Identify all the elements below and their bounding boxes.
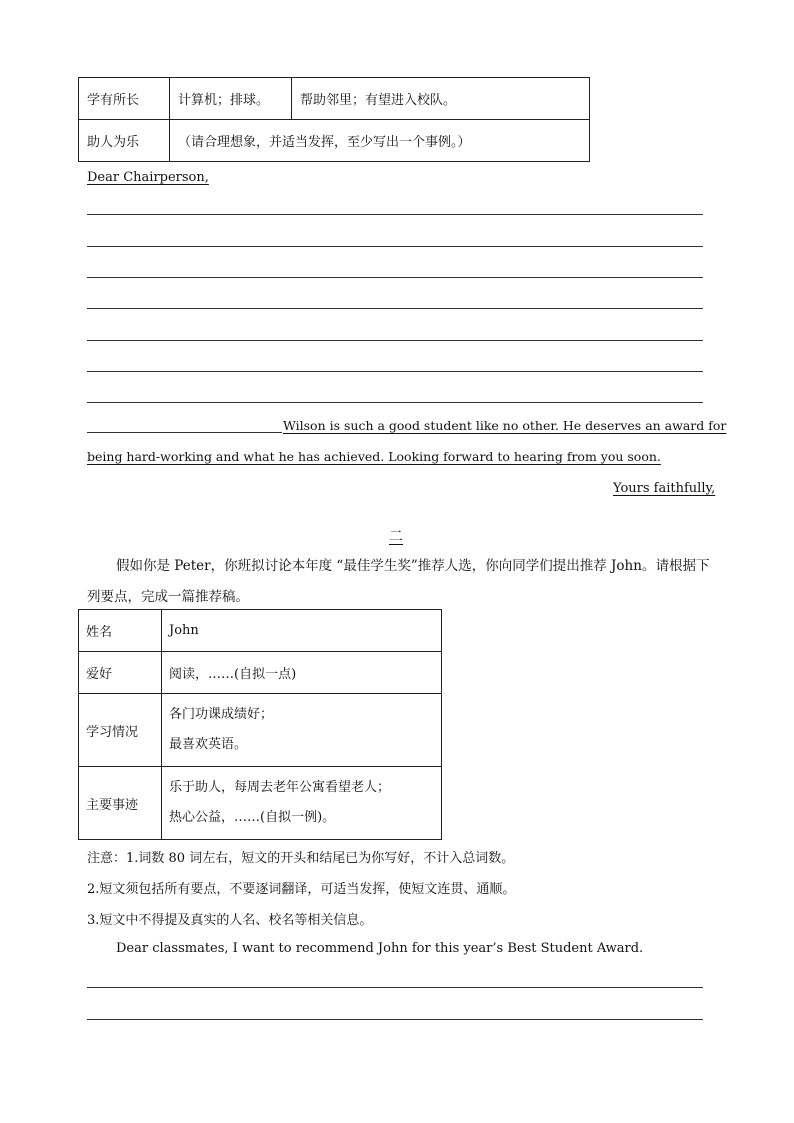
writing-line [87, 214, 703, 215]
table-cell: （请合理想象，并适当发挥，至少写出一个事例。） [170, 120, 590, 162]
writing-line [87, 1019, 703, 1020]
table-row [79, 767, 442, 840]
table-cell: 帮助邻里；有望进入校队。 [292, 78, 590, 120]
table-row [79, 694, 442, 767]
table-cell: 计算机；排球。 [170, 78, 292, 120]
table-cell: John [162, 610, 442, 652]
row-label: 爱好 [79, 652, 162, 694]
writing-line [87, 340, 703, 341]
writing-line [87, 246, 703, 247]
writing-line [87, 308, 703, 309]
table-cell: 阅读，……(自拟一点) [162, 652, 442, 694]
writing-line [87, 987, 703, 988]
recommendation-table [78, 609, 442, 840]
row-label: 学有所长 [79, 78, 170, 120]
signoff: Yours faithfully, [613, 481, 716, 496]
writing-line [87, 402, 703, 403]
prompt-text: 列要点，完成一篇推荐稿。 [87, 589, 249, 605]
table-cell [162, 767, 442, 840]
note-line: 2.短文须包括所有要点，不要逐词翻译，可适当发挥，使短文连贯、通顺。 [87, 882, 516, 897]
cell-text: 各门功课成绩好； [169, 707, 274, 722]
writing-line [87, 432, 282, 433]
closing-line: being hard-working and what he has achieved. Looking forward to hearing from you soon. [87, 449, 661, 464]
row-label: 助人为乐 [79, 120, 170, 162]
essay-opening: Dear classmates, I want to recommend John for this year’s Best Student Award. [116, 941, 644, 956]
note-line: 3.短文中不得提及真实的人名、校名等相关信息。 [87, 913, 373, 928]
note-line: 注意：1.词数 80 词左右，短文的开头和结尾已为你写好，不计入总词数。 [87, 851, 515, 866]
table-row [79, 120, 590, 162]
row-label: 姓名 [79, 610, 162, 652]
cell-text: 热心公益，……(自拟一例)。 [169, 810, 336, 825]
cell-text: 最喜欢英语。 [169, 737, 248, 752]
table-row [79, 78, 590, 120]
prompt-text: 假如你是 Peter，你班拟讨论本年度 “最佳学生奖”推荐人选，你向同学们提出推荐 John。请根据下 [116, 558, 710, 574]
row-label: 学习情况 [79, 694, 162, 767]
table-row [79, 610, 442, 652]
row-label: 主要事迹 [79, 767, 162, 840]
writing-line [87, 371, 703, 372]
requirements-table [78, 77, 590, 162]
table-row [79, 652, 442, 694]
table-cell [162, 694, 442, 767]
writing-line [87, 277, 703, 278]
cell-text: 乐于助人，每周去老年公寓看望老人； [169, 780, 391, 795]
closing-line: Wilson is such a good student like no other. He deserves an award for [283, 418, 727, 433]
letter-greeting: Dear Chairperson, [87, 170, 209, 185]
section-number: 二 [389, 529, 403, 545]
